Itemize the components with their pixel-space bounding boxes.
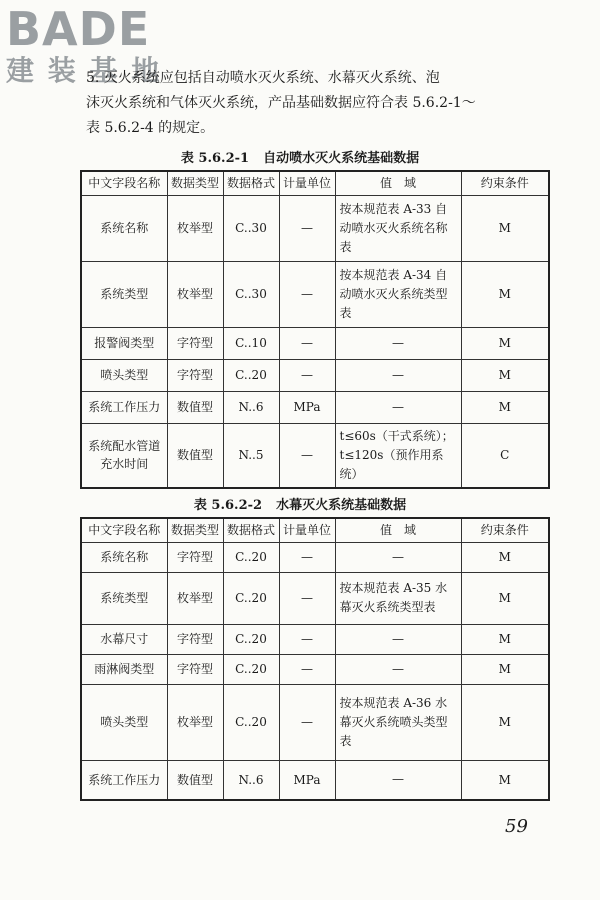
- cell-data-format: N..6: [223, 391, 279, 423]
- cell-constraint: M: [461, 542, 549, 572]
- cell-data-type: 枚举型: [167, 261, 223, 327]
- cell-data-type: 字符型: [167, 542, 223, 572]
- table-1-title: 自动喷水灭火系统基础数据: [263, 151, 420, 166]
- cell-value-domain: 按本规范表 A-36 水幕灭火系统喷头类型表: [335, 684, 461, 760]
- header-cell: 值 域: [335, 518, 461, 542]
- header-cell: 值 域: [335, 171, 461, 195]
- cell-data-type: 数值型: [167, 391, 223, 423]
- cell-value-domain: 按本规范表 A-35 水幕灭火系统类型表: [335, 572, 461, 624]
- cell-data-type: 字符型: [167, 654, 223, 684]
- table-row: [81, 542, 549, 572]
- cell-constraint: M: [461, 195, 549, 261]
- cell-data-format: C..10: [223, 327, 279, 359]
- cell-unit: —: [279, 684, 335, 760]
- cell-value-domain-text: —: [392, 772, 404, 787]
- cell-constraint: M: [461, 624, 549, 654]
- cell-constraint: M: [461, 391, 549, 423]
- cell-data-format: C..20: [223, 359, 279, 391]
- cell-field-name: 系统配水管道充水时间: [81, 423, 167, 488]
- cell-value-domain: 按本规范表 A-33 自动喷水灭火系统名称表: [335, 195, 461, 261]
- cell-data-type: 字符型: [167, 327, 223, 359]
- cell-data-format: C..20: [223, 654, 279, 684]
- table-1-number: 表 5.6.2-1: [180, 151, 250, 166]
- header-cell: 约束条件: [461, 518, 549, 542]
- header-cell: 计量单位: [279, 518, 335, 542]
- cell-value-domain: [335, 327, 461, 359]
- header-cell: 数据类型: [167, 171, 223, 195]
- intro-line: 表 5.6.2-4 的规定。: [86, 120, 215, 136]
- table-row: [81, 572, 549, 624]
- cell-unit: MPa: [279, 391, 335, 423]
- header-cell: 约束条件: [461, 171, 549, 195]
- table-row: [81, 423, 549, 488]
- cell-constraint: M: [461, 261, 549, 327]
- header-cell: 中文字段名称: [81, 518, 167, 542]
- cell-constraint: M: [461, 327, 549, 359]
- cell-unit: —: [279, 261, 335, 327]
- cell-constraint: M: [461, 359, 549, 391]
- table-2: [80, 517, 550, 801]
- logo-subtitle: 建 装 基 地: [6, 54, 162, 87]
- header-cell: 中文字段名称: [81, 171, 167, 195]
- cell-value-domain: [335, 542, 461, 572]
- cell-field-name: 系统工作压力: [81, 391, 167, 423]
- cell-unit: —: [279, 624, 335, 654]
- header-cell: 数据格式: [223, 171, 279, 195]
- cell-data-type: 数值型: [167, 423, 223, 488]
- table-row: [81, 391, 549, 423]
- table-header-row: [81, 171, 549, 195]
- cell-field-name: 报警阀类型: [81, 327, 167, 359]
- cell-constraint: C: [461, 423, 549, 488]
- cell-field-name: 雨淋阀类型: [81, 654, 167, 684]
- cell-value-domain-text: —: [392, 549, 404, 564]
- cell-unit: MPa: [279, 760, 335, 800]
- table-row: [81, 195, 549, 261]
- page-number: 59: [505, 816, 528, 837]
- cell-field-name: 水幕尺寸: [81, 624, 167, 654]
- cell-value-domain-text: —: [392, 631, 404, 646]
- cell-constraint: M: [461, 684, 549, 760]
- cell-unit: —: [279, 359, 335, 391]
- table-row: [81, 654, 549, 684]
- cell-value-domain: [335, 359, 461, 391]
- cell-value-domain: [335, 654, 461, 684]
- cell-constraint: M: [461, 760, 549, 800]
- table-row: [81, 359, 549, 391]
- cell-data-format: C..30: [223, 195, 279, 261]
- cell-value-domain: [335, 624, 461, 654]
- header-cell: 数据类型: [167, 518, 223, 542]
- table-header-row: [81, 518, 549, 542]
- cell-value-domain: t≤60s（干式系统）；t≤120s（预作用系统）: [335, 423, 461, 488]
- cell-unit: —: [279, 654, 335, 684]
- header-cell: 计量单位: [279, 171, 335, 195]
- table-row: [81, 760, 549, 800]
- cell-data-format: C..20: [223, 624, 279, 654]
- cell-value-domain-text: —: [392, 399, 404, 414]
- cell-field-name: 系统类型: [81, 572, 167, 624]
- table-2-number: 表 5.6.2-2: [193, 498, 263, 513]
- table-row: [81, 327, 549, 359]
- cell-data-format: C..20: [223, 684, 279, 760]
- cell-value-domain-text: —: [392, 367, 404, 382]
- intro-line: 5. 灭火系统应包括自动喷水灭火系统、水幕灭火系统、泡: [86, 70, 440, 86]
- cell-unit: —: [279, 195, 335, 261]
- cell-value-domain: 按本规范表 A-34 自动喷水灭火系统类型表: [335, 261, 461, 327]
- table-2-caption: [0, 494, 600, 513]
- table-row: [81, 684, 549, 760]
- cell-data-type: 数值型: [167, 760, 223, 800]
- cell-field-name: 喷头类型: [81, 359, 167, 391]
- intro-line: 沫灭火系统和气体灭火系统，产品基础数据应符合表 5.6.2-1～: [86, 95, 476, 111]
- cell-data-type: 字符型: [167, 359, 223, 391]
- cell-value-domain-text: —: [392, 335, 404, 350]
- header-cell: 数据格式: [223, 518, 279, 542]
- cell-data-format: N..6: [223, 760, 279, 800]
- cell-data-type: 枚举型: [167, 195, 223, 261]
- cell-data-type: 枚举型: [167, 572, 223, 624]
- table-1: [80, 170, 550, 489]
- cell-unit: —: [279, 327, 335, 359]
- cell-value-domain-text: —: [392, 661, 404, 676]
- cell-data-format: C..30: [223, 261, 279, 327]
- cell-data-format: N..5: [223, 423, 279, 488]
- cell-unit: —: [279, 423, 335, 488]
- cell-field-name: 系统工作压力: [81, 760, 167, 800]
- cell-value-domain: [335, 760, 461, 800]
- cell-data-format: C..20: [223, 572, 279, 624]
- cell-data-type: 字符型: [167, 624, 223, 654]
- logo-word: BADE: [6, 2, 151, 56]
- cell-constraint: M: [461, 654, 549, 684]
- intro-paragraph: [86, 66, 556, 141]
- cell-field-name: 系统名称: [81, 195, 167, 261]
- cell-data-format: C..20: [223, 542, 279, 572]
- table-2-title: 水幕灭火系统基础数据: [276, 498, 407, 513]
- cell-value-domain: [335, 391, 461, 423]
- cell-data-type: 枚举型: [167, 684, 223, 760]
- table-1-caption: [0, 147, 600, 166]
- cell-field-name: 系统类型: [81, 261, 167, 327]
- cell-unit: —: [279, 542, 335, 572]
- cell-constraint: M: [461, 572, 549, 624]
- table-row: [81, 261, 549, 327]
- cell-unit: —: [279, 572, 335, 624]
- cell-field-name: 喷头类型: [81, 684, 167, 760]
- table-row: [81, 624, 549, 654]
- cell-field-name: 系统名称: [81, 542, 167, 572]
